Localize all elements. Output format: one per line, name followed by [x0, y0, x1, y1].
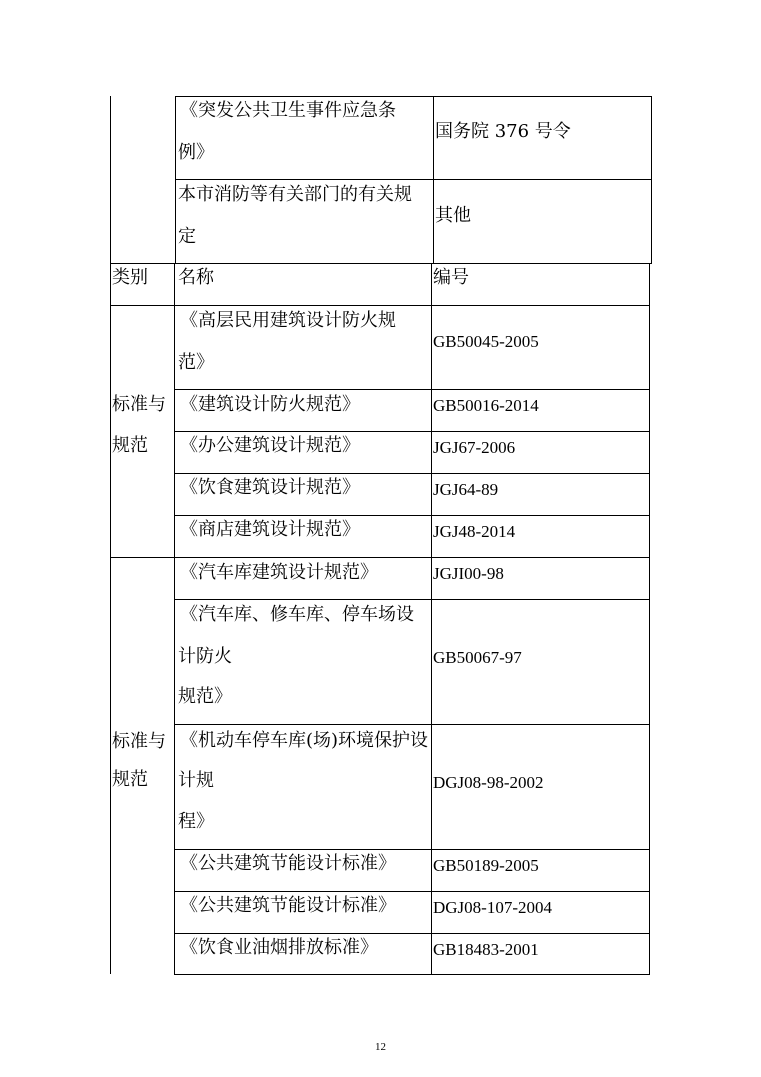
name-cell-line: 计防火	[178, 646, 232, 667]
category-cell-line: 标准与	[112, 731, 166, 752]
code-cell: GB50016-2014	[433, 396, 539, 415]
code-cell: JGJI00-98	[433, 564, 504, 583]
table-line	[175, 179, 652, 180]
name-cell-line: 本市消防等有关部门的有关规	[178, 184, 412, 205]
code-cell: JGJ48-2014	[433, 522, 516, 541]
category-cell-line: 规范	[112, 769, 148, 790]
table-line	[110, 96, 111, 974]
name-cell-line: 《公共建筑节能设计标准》	[180, 895, 396, 916]
table-line	[174, 724, 650, 725]
table-line	[431, 263, 432, 974]
name-cell-line: 《办公建筑设计规范》	[180, 435, 360, 456]
code-cell: GB50067-97	[433, 648, 522, 667]
code-cell: 其他	[435, 205, 471, 226]
table-line	[649, 263, 650, 974]
table-line	[174, 515, 650, 516]
name-cell-line: 《公共建筑节能设计标准》	[180, 853, 396, 874]
table-line	[174, 849, 650, 850]
table-line	[110, 305, 650, 306]
header-name: 名称	[178, 267, 214, 288]
category-cell-line: 标准与	[112, 394, 166, 415]
name-cell-line: 《高层民用建筑设计防火规	[180, 310, 396, 331]
name-cell-line: 计规	[178, 770, 214, 791]
header-category: 类别	[112, 267, 148, 288]
code-cell: JGJ67-2006	[433, 438, 516, 457]
name-cell-line: 《汽车库建筑设计规范》	[180, 562, 378, 583]
header-code: 编号	[433, 267, 469, 288]
name-cell-line: 《建筑设计防火规范》	[180, 394, 360, 415]
name-cell-line: 《汽车库、修车库、停车场设	[180, 604, 414, 625]
table-line	[174, 933, 650, 934]
table-line	[110, 557, 650, 558]
table-line	[174, 389, 650, 390]
name-cell-line: 定	[178, 226, 196, 247]
code-cell: GB50045-2005	[433, 332, 539, 351]
name-cell-line: 例》	[178, 142, 214, 163]
name-cell-line: 程》	[178, 811, 214, 832]
name-cell-line: 《机动车停车库(场)环境保护设	[180, 730, 429, 751]
table-line	[174, 431, 650, 432]
name-cell-line: 范》	[178, 352, 214, 373]
code-cell: DGJ08-98-2002	[433, 773, 544, 792]
name-cell-line: 《突发公共卫生事件应急条	[180, 100, 396, 121]
name-cell-line: 《商店建筑设计规范》	[180, 519, 360, 540]
table-line	[110, 263, 652, 264]
code-cell: DGJ08-107-2004	[433, 898, 552, 917]
category-cell-line: 规范	[112, 435, 148, 456]
code-cell: GB18483-2001	[433, 940, 539, 959]
table-line	[174, 473, 650, 474]
table-line	[175, 96, 652, 97]
name-cell-line: 《饮食建筑设计规范》	[180, 477, 360, 498]
code-cell: 国务院 376 号令	[435, 121, 571, 142]
table-line	[174, 599, 650, 600]
page-number: 12	[375, 1041, 386, 1053]
code-cell: JGJ64-89	[433, 480, 499, 499]
code-cell: GB50189-2005	[433, 856, 539, 875]
name-cell-line: 规范》	[178, 686, 232, 707]
table-line	[174, 891, 650, 892]
name-cell-line: 《饮食业油烟排放标准》	[180, 937, 378, 958]
table-line	[174, 974, 650, 975]
table-line	[174, 263, 175, 974]
